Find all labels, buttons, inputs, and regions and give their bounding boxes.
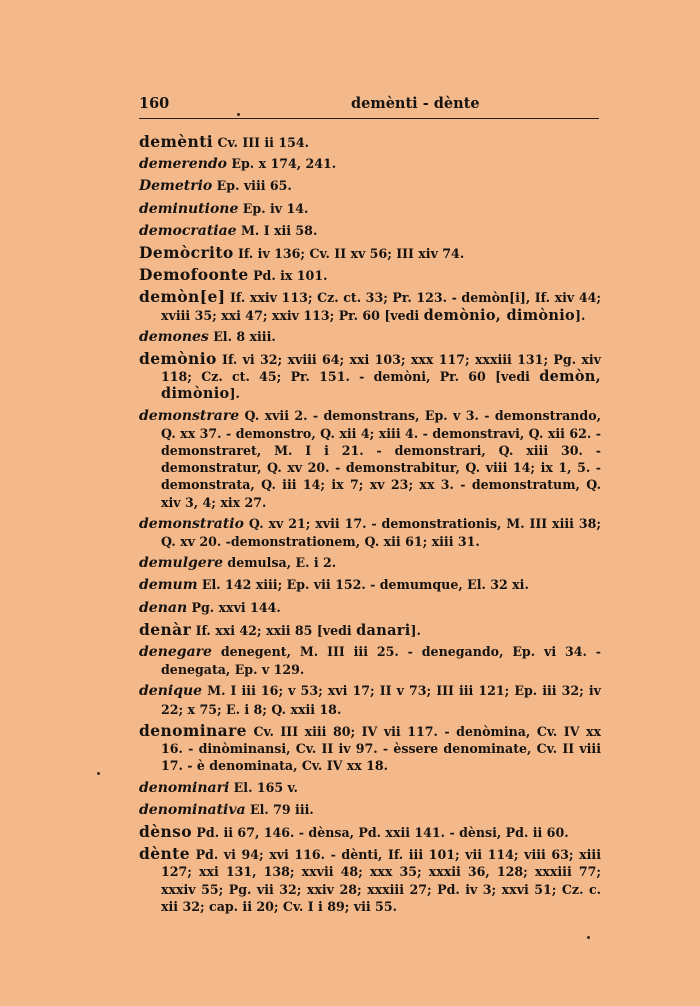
entry-headword: denàr bbox=[139, 619, 192, 639]
entry-headword: Demòcrito bbox=[139, 243, 234, 263]
entry-headword: denan bbox=[139, 599, 188, 616]
entry-closing: ]. bbox=[410, 622, 421, 638]
entry-references: Ep. iv 14. bbox=[238, 200, 309, 216]
dictionary-entry bbox=[139, 823, 601, 841]
dictionary-entry bbox=[139, 133, 601, 151]
entry-references: Cv. III xiii 80; IV vii 117. - denòmina, Cv. IV xx 16. - dinòminansi, Cv. II iv 97. - èssere denominate, Cv. II viii 17. - è denominata, Cv. IV xx 18. bbox=[161, 723, 601, 774]
dictionary-entry bbox=[139, 554, 601, 572]
dictionary-entry bbox=[139, 177, 601, 195]
entry-closing: ]. bbox=[229, 386, 240, 402]
entry-references: El. 165 v. bbox=[229, 779, 298, 795]
dictionary-entry bbox=[139, 222, 601, 240]
entry-cross-reference: demòn, dimònio bbox=[161, 368, 601, 403]
entry-references: If. iv 136; Cv. II xv 56; III xiv 74. bbox=[233, 246, 465, 262]
entry-cross-reference: danari bbox=[356, 621, 411, 639]
dictionary-entry bbox=[139, 599, 601, 617]
dictionary-entry bbox=[139, 682, 601, 717]
entry-headword: Demofoonte bbox=[139, 265, 249, 285]
entry-references: Pd. vi 94; xvi 116. - dènti, If. iii 101; vii 114; viii 63; xiii 127; xxi 131, 138; xxvii 48; xxx 35; xxxii 36, 128; xxxiii 77; xxxiv 55; Pg. vii 32; xxiv 28; xxxiii 27; Pd. iv 3; xxvi 51; Cz. c. xii 32; cap. ii 20; Cv. I i 89; vii 55. bbox=[161, 847, 601, 914]
entry-references: El. 8 xiii. bbox=[208, 328, 276, 344]
dictionary-entry bbox=[139, 407, 601, 511]
header-rule bbox=[139, 118, 599, 119]
entry-headword: dènte bbox=[139, 844, 190, 864]
entry-headword: denegare bbox=[139, 644, 212, 661]
entry-headword: demulgere bbox=[139, 555, 223, 572]
dictionary-entry bbox=[139, 801, 601, 819]
dictionary-entry bbox=[139, 845, 601, 915]
entry-references: denegent, M. III iii 25. - denegando, Ep. vi 34. - denegata, Ep. v 129. bbox=[161, 644, 601, 678]
dictionary-entry bbox=[139, 155, 601, 173]
entry-references: Ep. viii 65. bbox=[212, 178, 292, 194]
entry-headword: denominativa bbox=[139, 801, 246, 818]
entry-headword: demòn[e] bbox=[139, 287, 226, 307]
entry-headword: demum bbox=[139, 577, 198, 594]
entry-headword: demònio bbox=[139, 349, 217, 369]
entry-list bbox=[139, 133, 601, 919]
entry-closing: ]. bbox=[574, 307, 586, 323]
page-header bbox=[139, 95, 599, 117]
entry-references: Ep. x 174, 241. bbox=[227, 156, 337, 172]
running-head: demènti - dènte bbox=[351, 95, 480, 112]
entry-references: If. xxiv 113; Cz. ct. 33; Pr. 123. - demòn[i], If. xiv 44; xviii 35; xxi 47; xxiv 113; Pr. 60 [vedi bbox=[161, 290, 601, 323]
entry-headword: denominare bbox=[139, 720, 247, 740]
entry-cross-reference: demònio, dimònio bbox=[423, 306, 575, 324]
dictionary-entry bbox=[139, 515, 601, 550]
entry-references: If. xxi 42; xxii 85 [vedi bbox=[191, 622, 357, 638]
entry-references: Cv. III ii 154. bbox=[213, 135, 310, 150]
entry-headword: democratiae bbox=[139, 222, 237, 239]
entry-headword: demones bbox=[139, 328, 209, 345]
entry-headword: denique bbox=[139, 683, 203, 700]
entry-headword: dènso bbox=[139, 821, 193, 841]
entry-references: Pd. ii 67, 146. - dènsa, Pd. xxii 141. - dènsi, Pd. ii 60. bbox=[192, 824, 569, 840]
dictionary-entry bbox=[139, 288, 601, 323]
entry-references: M. I xii 58. bbox=[236, 222, 318, 238]
entry-headword: demerendo bbox=[139, 156, 228, 173]
dictionary-entry bbox=[139, 621, 601, 639]
dictionary-entry bbox=[139, 328, 601, 346]
entry-references: Q. xv 21; xvii 17. - demonstrationis, M. III xiii 38; Q. xv 20. -demonstrationem, Q. xii 61; xiii 31. bbox=[161, 515, 601, 550]
entry-headword: demonstratio bbox=[139, 515, 244, 532]
dictionary-entry bbox=[139, 643, 601, 678]
dictionary-entry bbox=[139, 350, 601, 403]
ink-speck bbox=[587, 936, 590, 939]
entry-headword: deminutione bbox=[139, 200, 239, 217]
dictionary-entry bbox=[139, 200, 601, 218]
entry-headword: Demetrio bbox=[139, 178, 213, 195]
entry-references: El. 79 iii. bbox=[245, 801, 314, 817]
page-number: 160 bbox=[139, 95, 170, 112]
dictionary-entry bbox=[139, 779, 601, 797]
entry-headword: demènti bbox=[139, 132, 214, 151]
dictionary-entry bbox=[139, 244, 601, 262]
ink-speck bbox=[237, 113, 240, 116]
entry-references: Pg. xxvi 144. bbox=[187, 599, 281, 615]
entry-references: demulsa, E. i 2. bbox=[223, 555, 337, 571]
entry-references: If. vi 32; xviii 64; xxi 103; xxx 117; xxxiii 131; Pg. xiv 118; Cz. ct. 45; Pr. 151. - demòni, Pr. 60 [vedi bbox=[161, 352, 601, 385]
entry-headword: denominari bbox=[139, 779, 230, 796]
entry-references: Q. xvii 2. - demonstrans, Ep. v 3. - demonstrando, Q. xx 37. - demonstro, Q. xii 4; xiii 4. - demonstravi, Q. xii 62. - demonstraret, M. I i 21. - demonstrari, Q. xiii 30. - demonstratur, Q. xv 20. - demonstrabitur, Q. viii 14; ix 1, 5. - demonstrata, Q. iii 14; ix 7; xv 23; xx 3. - demonstratum, Q. xiv 3, 4; xix 27. bbox=[161, 407, 601, 510]
dictionary-entry bbox=[139, 722, 601, 775]
dictionary-entry bbox=[139, 266, 601, 284]
entry-references: M. I iii 16; v 53; xvi 17; II v 73; III iii 121; Ep. iii 32; iv 22; x 75; E. i 8; Q. xxii 18. bbox=[161, 683, 601, 717]
entry-headword: demonstrare bbox=[139, 407, 240, 424]
entry-references: Pd. ix 101. bbox=[248, 268, 328, 284]
dictionary-entry bbox=[139, 576, 601, 594]
entry-references: El. 142 xiii; Ep. vii 152. - demumque, El. 32 xi. bbox=[197, 577, 529, 593]
ink-speck bbox=[97, 772, 100, 775]
